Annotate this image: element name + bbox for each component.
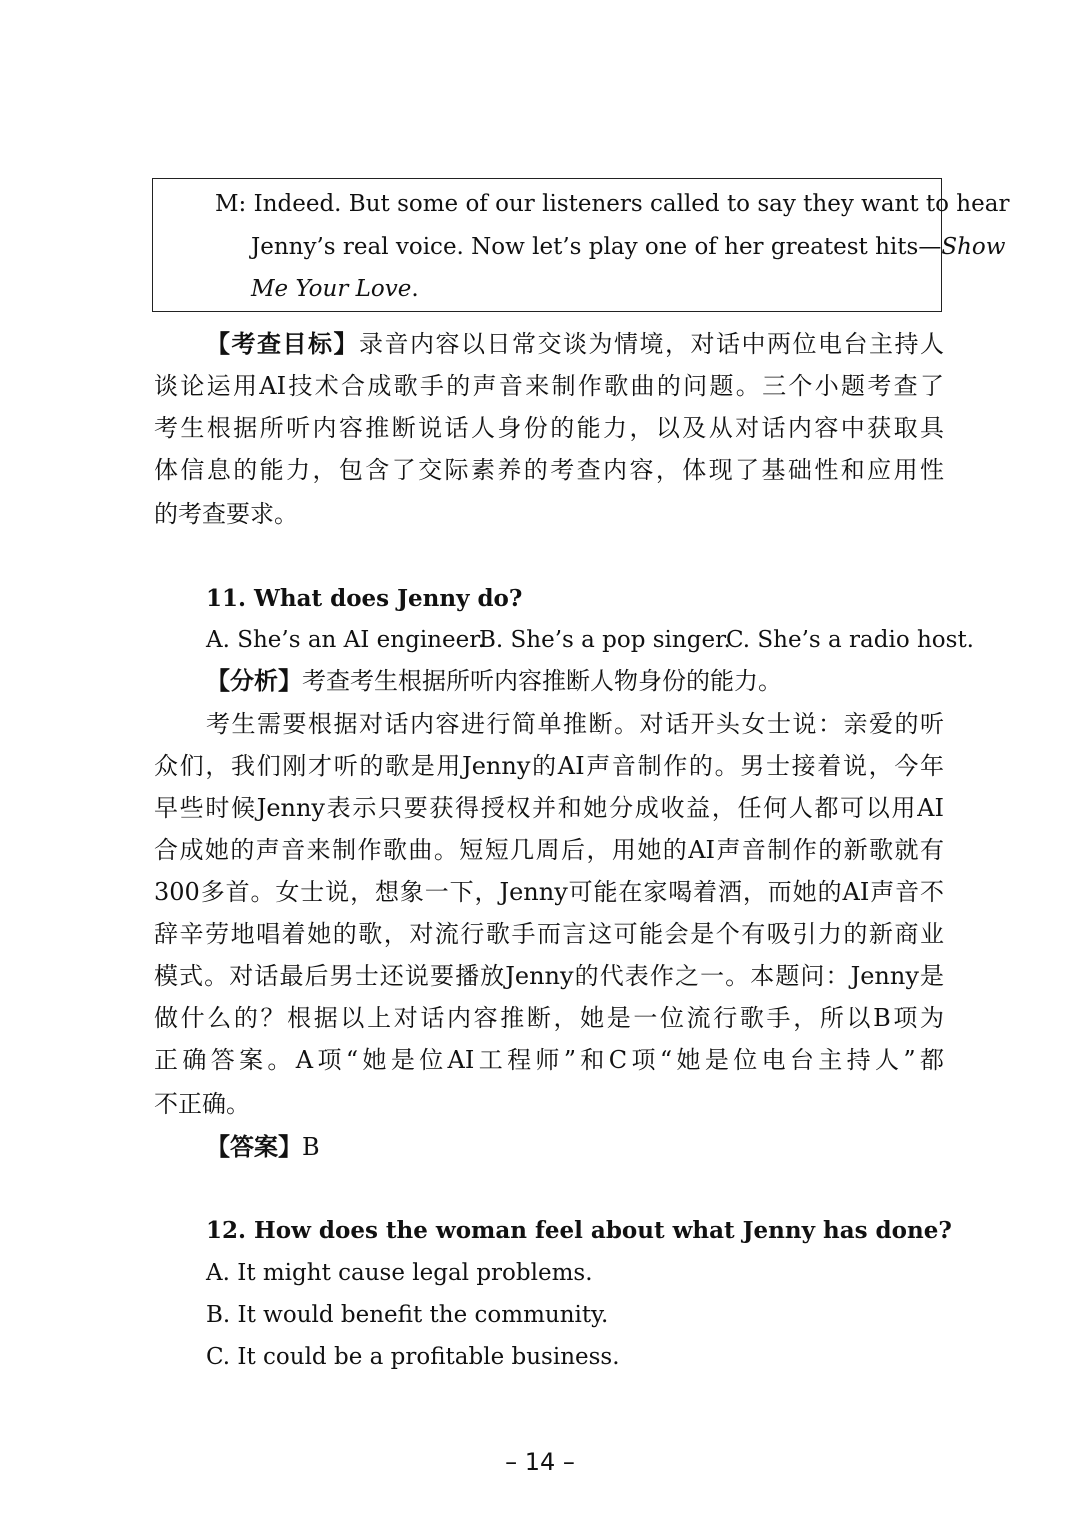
transcript-box xyxy=(152,178,1010,312)
transcript-line xyxy=(251,232,1005,262)
analysis-body-line: 做什么的？根据以上对话内容推断，她是一位流行歌手，所以B项为 xyxy=(154,1004,944,1032)
analysis-body-line: 300多首。女士说，想象一下，Jenny可能在家喝着酒，而她的AI声音不 xyxy=(154,878,944,906)
answer-line xyxy=(154,1132,944,1162)
question-11-title: 11. What does Jenny do? xyxy=(206,585,523,612)
objective-line xyxy=(154,329,944,359)
question-11-option-c: C. She’s a radio host. xyxy=(726,627,974,653)
analysis-body-line: 正确答案。A项“她是位AI工程师”和C项“她是位电台主持人”都 xyxy=(154,1046,944,1074)
objective-line: 体信息的能力，包含了交际素养的考查内容，体现了基础性和应用性 xyxy=(154,456,944,484)
analysis-body-line: 早些时候Jenny表示只要获得授权并和她分成收益，任何人都可以用AI xyxy=(154,794,944,822)
objective-tag: 【考查目标】 xyxy=(206,330,359,358)
question-11-option-a: A. She’s an AI engineer. xyxy=(206,627,485,653)
song-title-part: Me Your Love xyxy=(251,276,412,302)
answer-value: B xyxy=(302,1133,320,1161)
question-12-option-a: A. It might cause legal problems. xyxy=(206,1260,593,1286)
question-12-option-b: B. It would benefit the community. xyxy=(206,1302,609,1328)
analysis-body-line: 考生需要根据对话内容进行简单推断。对话开头女士说：亲爱的听 xyxy=(206,710,944,738)
question-12-option-c: C. It could be a profitable business. xyxy=(206,1344,620,1370)
analysis-line xyxy=(154,666,944,696)
transcript-line xyxy=(251,274,419,304)
objective-text: 录音内容以日常交谈为情境，对话中两位电台主持人 xyxy=(359,330,944,358)
transcript-text: Jenny’s real voice. Now let’s play one of her greatest hits— xyxy=(251,234,942,260)
page-number: – 14 – xyxy=(505,1448,575,1476)
question-12-title: 12. How does the woman feel about what Jenny has done? xyxy=(206,1217,952,1244)
question-11-option-b: B. She’s a pop singer. xyxy=(479,627,731,653)
song-title-part: Show xyxy=(941,234,1006,260)
objective-line: 谈论运用AI技术合成歌手的声音来制作歌曲的问题。三个小题考查了 xyxy=(154,372,944,400)
analysis-body-line: 不正确。 xyxy=(154,1090,250,1118)
analysis-text: 考查考生根据所听内容推断人物身份的能力。 xyxy=(302,667,782,695)
transcript-line: M: Indeed. But some of our listeners called to say they want to hear xyxy=(215,191,1010,217)
answer-tag: 【答案】 xyxy=(206,1133,302,1161)
analysis-body-line: 合成她的声音来制作歌曲。短短几周后，用她的AI声音制作的新歌就有 xyxy=(154,836,944,864)
transcript-text: . xyxy=(411,276,419,302)
analysis-body-line: 模式。对话最后男士还说要播放Jenny的代表作之一。本题问：Jenny是 xyxy=(154,962,944,990)
objective-line: 的考查要求。 xyxy=(154,500,298,528)
analysis-body-line: 辞辛劳地唱着她的歌，对流行歌手而言这可能会是个有吸引力的新商业 xyxy=(154,920,944,948)
analysis-tag: 【分析】 xyxy=(206,667,302,695)
analysis-body-line: 众们，我们刚才听的歌是用Jenny的AI声音制作的。男士接着说，今年 xyxy=(154,752,944,780)
objective-line: 考生根据所听内容推断说话人身份的能力，以及从对话内容中获取具 xyxy=(154,414,944,442)
